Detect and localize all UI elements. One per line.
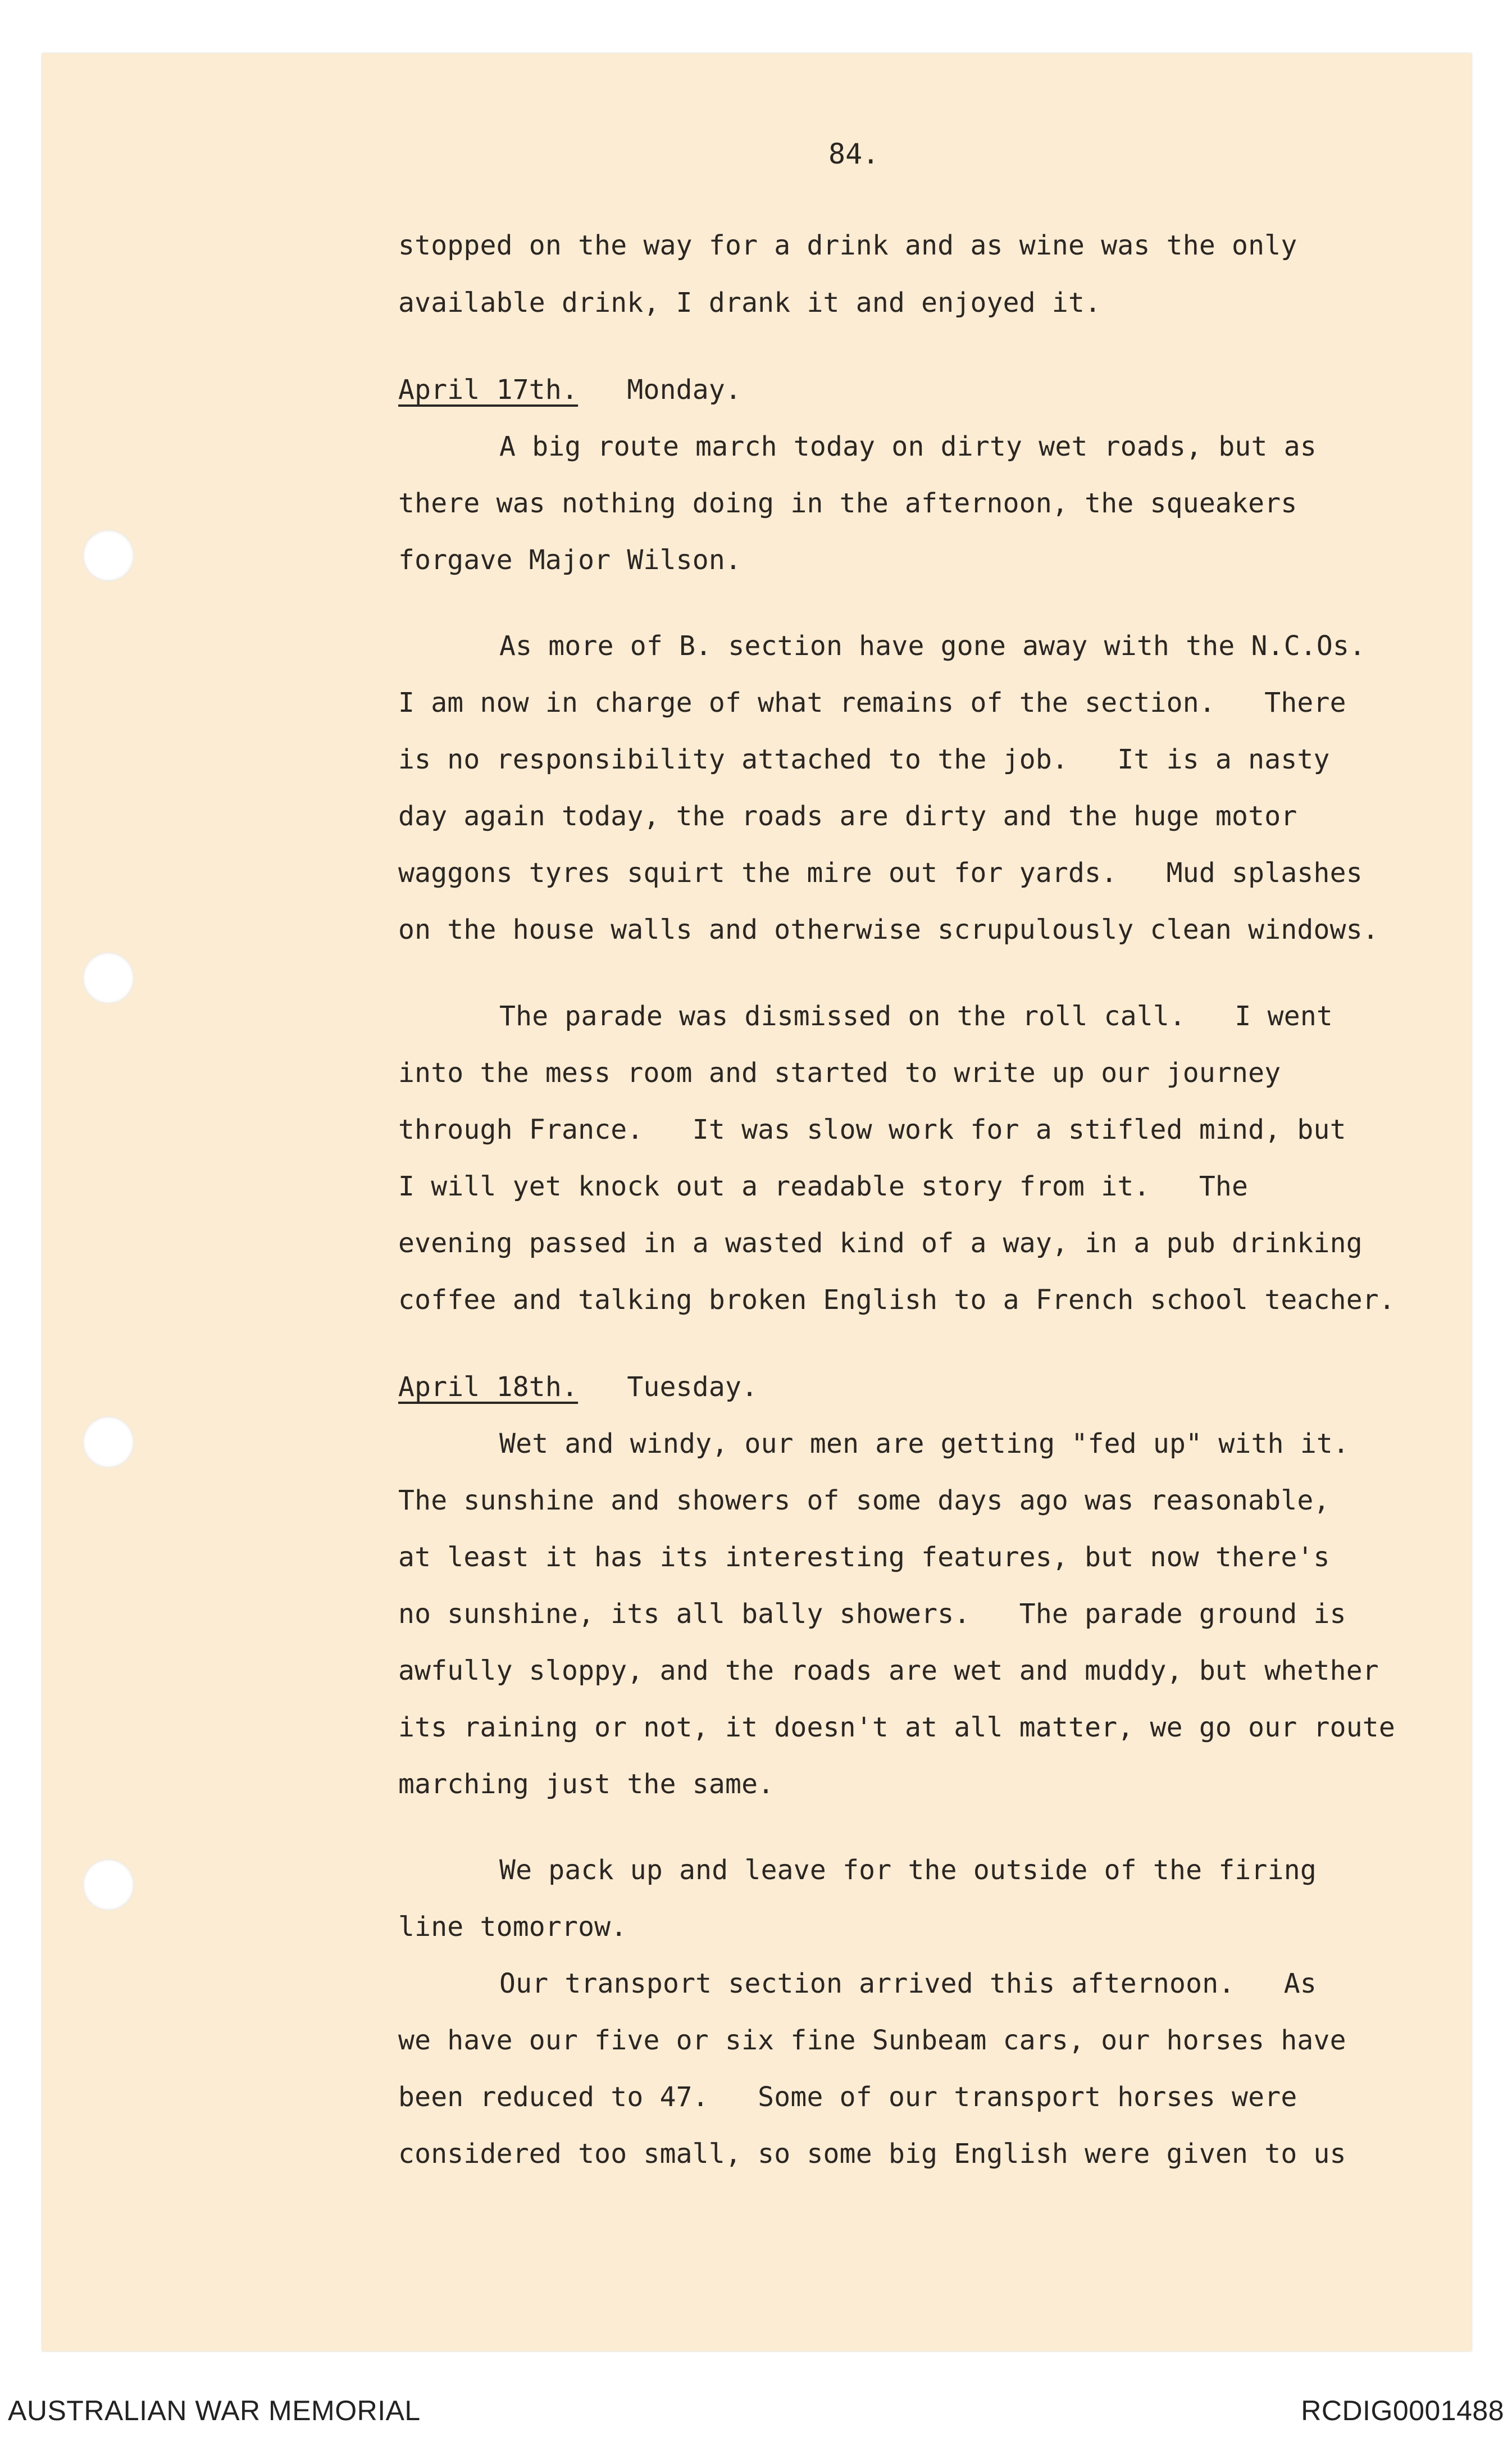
text-line: I am now in charge of what remains of the section. There xyxy=(398,687,1346,719)
punch-hole xyxy=(83,530,134,581)
text-line: we have our five or six fine Sunbeam cars, our horses have xyxy=(398,2025,1346,2056)
punch-hole xyxy=(83,1859,134,1911)
footer-record-id: RCDIG0001488 xyxy=(1301,2395,1504,2426)
text-line: been reduced to 47. Some of our transport horses were xyxy=(398,2081,1297,2113)
text-line: I will yet knock out a readable story from it. The xyxy=(398,1171,1249,1202)
text-line: Wet and windy, our men are getting "fed up" with it. xyxy=(499,1428,1350,1460)
text-line: As more of B. section have gone away with the N.C.Os. xyxy=(499,630,1366,662)
date-heading-day: Monday. xyxy=(578,374,742,406)
text-line: We pack up and leave for the outside of the firing xyxy=(499,1854,1317,1886)
page-number: 84. xyxy=(828,138,880,170)
text-line: its raining or not, it doesn't at all matter, we go our route xyxy=(398,1712,1396,1743)
text-line: The parade was dismissed on the roll call. I went xyxy=(499,1001,1333,1032)
date-heading-date: April 17th. xyxy=(398,374,579,406)
footer-institution: AUSTRALIAN WAR MEMORIAL xyxy=(8,2395,421,2426)
text-line: Our transport section arrived this afternoon. As xyxy=(499,1968,1317,1999)
punch-hole xyxy=(83,1416,134,1468)
date-heading-day: Tuesday. xyxy=(578,1371,758,1403)
text-line: through France. It was slow work for a stifled mind, but xyxy=(398,1114,1346,1145)
date-heading xyxy=(398,1371,758,1403)
date-heading-date: April 18th. xyxy=(398,1371,579,1403)
text-line: stopped on the way for a drink and as wine was the only xyxy=(398,230,1297,261)
text-line: is no responsibility attached to the job. It is a nasty xyxy=(398,744,1330,775)
text-line: A big route march today on dirty wet roads, but as xyxy=(499,431,1317,462)
text-line: there was nothing doing in the afternoon, the squeakers xyxy=(398,488,1297,519)
text-line: coffee and talking broken English to a French school teacher. xyxy=(398,1284,1396,1316)
text-line: on the house walls and otherwise scrupulously clean windows. xyxy=(398,914,1379,945)
text-line: available drink, I drank it and enjoyed it. xyxy=(398,287,1101,319)
text-line: into the mess room and started to write up our journey xyxy=(398,1057,1281,1089)
text-line: line tomorrow. xyxy=(398,1911,627,1943)
text-line: at least it has its interesting features, but now there's xyxy=(398,1542,1330,1573)
document-page xyxy=(42,53,1472,2351)
date-heading xyxy=(398,374,742,406)
text-line: The sunshine and showers of some days ago was reasonable, xyxy=(398,1485,1330,1516)
punch-hole xyxy=(83,952,134,1004)
text-line: marching just the same. xyxy=(398,1768,775,1800)
text-line: evening passed in a wasted kind of a way, in a pub drinking xyxy=(398,1227,1363,1259)
text-line: forgave Major Wilson. xyxy=(398,544,742,576)
text-line: no sunshine, its all bally showers. The parade ground is xyxy=(398,1598,1346,1630)
text-line: day again today, the roads are dirty and the huge motor xyxy=(398,801,1297,832)
text-line: considered too small, so some big English were given to us xyxy=(398,2138,1346,2170)
text-line: awfully sloppy, and the roads are wet and muddy, but whether xyxy=(398,1655,1379,1686)
text-line: waggons tyres squirt the mire out for yards. Mud splashes xyxy=(398,857,1363,889)
